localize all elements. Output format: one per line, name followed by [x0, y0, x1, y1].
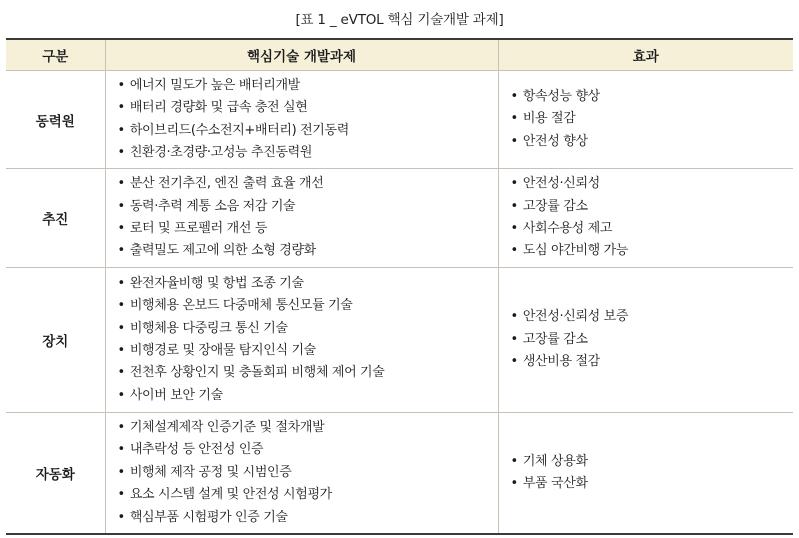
list-item: • 핵심부품 시험평가 인증 기술: [118, 507, 498, 529]
list-item: • 비행체용 온보드 다중매체 통신모듈 기술: [118, 295, 498, 317]
list-item: • 부품 국산화: [511, 473, 794, 495]
table-row: [6, 71, 793, 169]
row-tasks: [105, 268, 498, 413]
task-list: [118, 417, 498, 529]
list-item: • 하이브리드(수소전지+배터리) 전기동력: [118, 120, 498, 142]
list-item: • 분산 전기추진, 엔진 출력 효율 개선: [118, 173, 498, 195]
table-header-row: [6, 39, 793, 71]
evtol-tech-table: [6, 38, 793, 535]
header-category: 구분: [6, 39, 105, 71]
list-item: • 전천후 상황인지 및 충돌회피 비행체 제어 기술: [118, 362, 498, 384]
list-item: • 비행경로 및 장애물 탐지인식 기술: [118, 340, 498, 362]
list-item: • 동력·추력 계통 소음 저감 기술: [118, 196, 498, 218]
list-item: • 안전성 향상: [511, 131, 794, 153]
list-item: • 완전자율비행 및 항법 조종 기술: [118, 273, 498, 295]
list-item: • 출력밀도 제고에 의한 소형 경량화: [118, 240, 498, 262]
task-list: [118, 173, 498, 263]
row-effects: [498, 268, 793, 413]
row-category: 장치: [6, 268, 105, 413]
row-effects: [498, 71, 793, 169]
effect-list: [511, 306, 794, 373]
list-item: • 배터리 경량화 및 급속 충전 실현: [118, 97, 498, 119]
row-tasks: [105, 169, 498, 268]
row-category: 추진: [6, 169, 105, 268]
list-item: • 친환경·초경량·고성능 추진동력원: [118, 142, 498, 164]
list-item: • 기체 상용화: [511, 451, 794, 473]
list-item: • 사이버 보안 기술: [118, 385, 498, 407]
row-category: 동력원: [6, 71, 105, 169]
list-item: • 기체설계제작 인증기준 및 절차개발: [118, 417, 498, 439]
list-item: • 비용 절감: [511, 108, 794, 130]
table-row: [6, 268, 793, 413]
effect-list: [511, 173, 794, 263]
list-item: • 고장률 감소: [511, 196, 794, 218]
row-tasks: [105, 71, 498, 169]
table-row: [6, 169, 793, 268]
table-caption: [표 1 _ eVTOL 핵심 기술개발 과제]: [295, 12, 504, 28]
table-row: [6, 413, 793, 535]
row-effects: [498, 413, 793, 535]
list-item: • 고장률 감소: [511, 329, 794, 351]
header-effects: 효과: [498, 39, 793, 71]
list-item: • 생산비용 절감: [511, 351, 794, 373]
task-list: [118, 273, 498, 407]
list-item: • 사회수용성 제고: [511, 218, 794, 240]
effect-list: [511, 451, 794, 496]
row-category: 자동화: [6, 413, 105, 535]
list-item: • 안전성·신뢰성 보증: [511, 306, 794, 328]
task-list: [118, 75, 498, 165]
list-item: • 에너지 밀도가 높은 배터리개발: [118, 75, 498, 97]
list-item: • 요소 시스템 설계 및 안전성 시험평가: [118, 484, 498, 506]
list-item: • 도심 야간비행 가능: [511, 240, 794, 262]
list-item: • 비행체용 다중링크 통신 기술: [118, 318, 498, 340]
header-tasks: 핵심기술 개발과제: [105, 39, 498, 71]
list-item: • 안전성·신뢰성: [511, 173, 794, 195]
effect-list: [511, 86, 794, 153]
list-item: • 로터 및 프로펠러 개선 등: [118, 218, 498, 240]
list-item: • 내추락성 등 안전성 인증: [118, 439, 498, 461]
row-effects: [498, 169, 793, 268]
list-item: • 항속성능 향상: [511, 86, 794, 108]
row-tasks: [105, 413, 498, 535]
list-item: • 비행체 제작 공정 및 시범인증: [118, 462, 498, 484]
